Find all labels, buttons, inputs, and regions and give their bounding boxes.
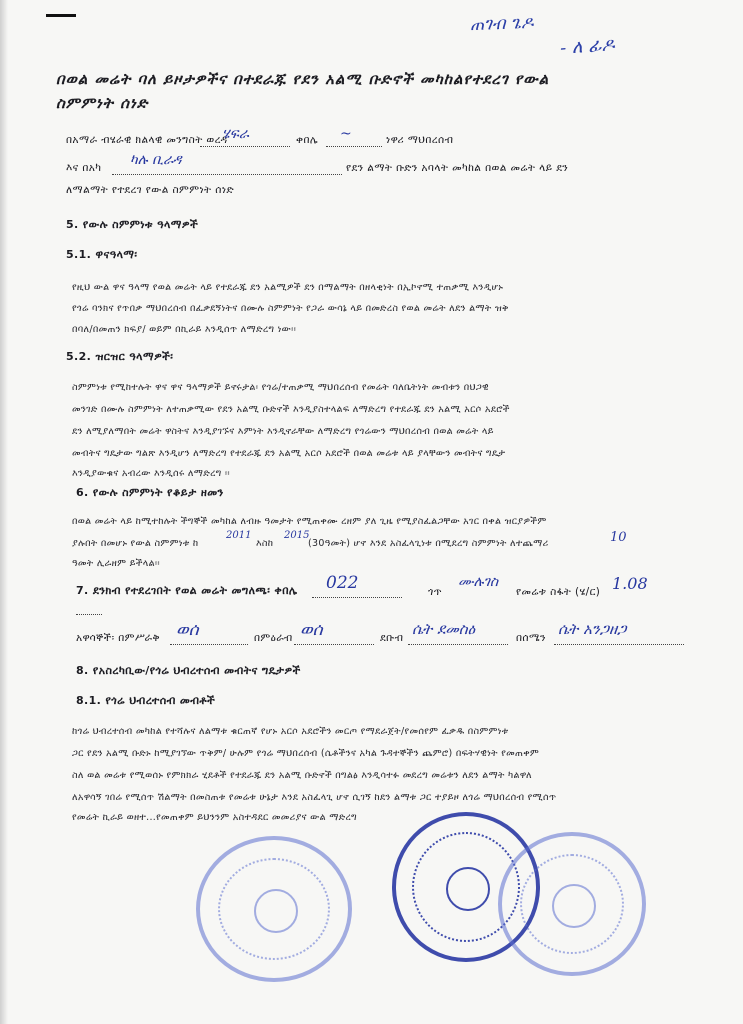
group-value: ካሉ ቢራዳ (130, 152, 182, 168)
section-8-1-text: የመሬት ኪራይ ወዘተ...የመጠቀም ይህንንም አስተዳደር መመሪያና ውል ማድረግ (72, 812, 357, 823)
section-8-1-text: ስለ ወል መሬቱ የሚወሰኑ የምክክራ ሂደቶች የተደራጁ ደን አልሚ ቡድኖች በግልፅ እንዲሳተፉ መደረግ መሬቱን ለደን ልማት ካልዋለ (72, 770, 532, 781)
section-8-heading: 8. የአስረካቢው/የጎሬ ህብረተሰብ መብትና ግዴታዎች (76, 664, 301, 677)
official-stamp-right (498, 832, 646, 976)
parties-line2-prefix: እና በአካ (66, 162, 102, 174)
south-value: ሴት ደመስዕ (412, 620, 476, 638)
section-5-2-text: ስምምነቱ የሚከተሉት ዋና ዋና ዓላማዎች ይኖሩታል፡ የጎሬ/ተጠቃሚ ማህበረሰብ የመሬት ባለቤትነት መብቱን በህጋዊ (72, 382, 489, 393)
woreda-underline (200, 146, 290, 147)
section-8-1-text: ጋር የደን አልሚ ቡድኑ ከሚያገኘው ጥቅም/ ሁሉም የጎሬ ማህበረሰብ (ሴቶችንና አካል ጉዳተኞችን ጨምሮ) በፍትሃዊነት የመጠቀም (72, 748, 540, 759)
south-label: ደቡብ (380, 632, 404, 644)
parties-line1-mid: ቀበሌ (296, 134, 319, 146)
scan-mark (46, 14, 76, 17)
section-5-heading: 5. የውሉ ስምምነቱ ዓላማዎች (66, 218, 199, 231)
north-label: በሰሜን (516, 632, 546, 644)
duration-from-value: 2011 (226, 530, 252, 541)
parties-line1-suffix: ነዋሪ ማህበረሰብ (386, 134, 454, 146)
stamp-emblem-icon (552, 884, 596, 928)
s7-got-value: ሙሉገስ (458, 574, 499, 590)
s7-kebele-value: 022 (326, 573, 359, 593)
east-underline (170, 644, 248, 645)
kebele-underline (326, 146, 382, 147)
s7-area-value: 1.08 (612, 574, 648, 593)
west-label: በምዕራብ (254, 632, 293, 644)
official-stamp-left (196, 836, 352, 982)
section-5-2-text: መንገድ በሙሉ ስምምነት ለተጠቃሚው የደን አልሚ ቡድኖች እንዲያስተላልፍ ለማድረግ የተደራጁ ደን አልሚ አርሶ አደሮች (72, 404, 510, 415)
document-title-line1: በወል መሬት ባለ ይዞታዎችና በተደራጁ የደን አልሚ ቡድኖች መካከልየተደረገ የውል (56, 70, 550, 88)
east-value: ወሰ (176, 620, 199, 640)
section-8-1-text: ለአዋሳኝ ገበሬ የሚሰጥ ሽልማት በመስጠቱ የመሬቱ ሁኔታ እንደ አስፈላጊ ሆኖ ሲገኝ ከደን ልማቱ ጋር ተያይዞ ለጎሬ ማህበረሰብ የሚሰጥ (72, 792, 557, 803)
group-underline (112, 174, 342, 175)
west-value: ወሰ (300, 620, 323, 640)
handwritten-note: ጠገብ ጌዶ (469, 12, 534, 36)
section-5-1-text: የዚህ ውል ዋና ዓላማ የወል መሬት ላይ የተደራጁ ደን አልሚዎች ደን በማልማት በዘላቂነት በኢኮኖሚ ተጠቃሚ እንዲሆኑ (72, 282, 504, 293)
north-underline (554, 644, 684, 645)
section-6-heading: 6. የውሉ ስምምነት የቆይታ ዘመን (76, 486, 224, 499)
section-8-1-text: ከጎሬ ህብረተሰብ መካከል የተሻሉና ለልማቱ ቁርጠኛ የሆኑ አርሶ አደሮችን መርጦ የማደራጀት/የመሰየም ፈቃዱ በስምምነቱ (72, 726, 509, 737)
north-value: ሴት አንጋዘጋ (558, 620, 627, 638)
section-5-1-heading: 5.1. ዋናዓላማ፡ (66, 248, 138, 261)
section-6-text-mid: እስከ (256, 538, 274, 549)
parties-line3: ለማልማት የተደረገ የውል ስምምነት ሰነድ (66, 184, 235, 196)
s7-area-label: የመሬቱ ስፋት (ሄ/ር) (516, 586, 601, 598)
section-5-1-text: በባለ/በመጠን ክፍያ/ ወይም በኪራይ እንዲሰጥ ለማድረግ ነው፡፡ (72, 324, 297, 335)
section-5-1-text: የጎሬ ባንክና የጥበቃ ማህበረሰብ በፈቃደኝነትና በሙሉ ስምምነት የጋራ ውሳኔ ላይ በመድረስ የወል መሬት ለደን ልማት ዝቅ (72, 303, 509, 314)
section-7-heading: 7. ደንክብ የተደረገበት የወል መሬት መግለጫ፡ ቀበሌ (76, 584, 298, 597)
west-underline (294, 644, 374, 645)
section-8-1-heading: 8.1. የጎሬ ህብረተሰብ መብቶች (76, 694, 216, 707)
parties-line2-suffix: የደን ልማት ቡድን አባላት መካከል በወል መሬት ላይ ደን (346, 162, 569, 174)
section-5-2-text: እንዲያውቁና አብረው እንዲሰሩ ለማድረግ ፡፡ (72, 468, 230, 479)
stamp-emblem-icon (254, 889, 298, 933)
section-6-text-suffix: (30ዓመት) ሆኖ እንደ አስፈላጊነቱ በሚደረግ ስምምነት ለተጨማሪ (308, 538, 549, 549)
section-6-text-prefix: ያሉበት በመሆኑ የውል ስምምነቱ ከ (72, 538, 199, 549)
section-6-text: በወል መሬት ላይ ከሚተከሉት ችግኞች መካከል ለብዙ ዓመታት የሚጠቀሙ ረዘም ያለ ጊዜ የሚያስፈልጋቸው አገር በቀል ዝርያዎችም (72, 516, 547, 527)
woreda-value: ሄፍራ (222, 126, 249, 142)
duration-extension-value: 10 (610, 530, 627, 545)
south-underline (408, 644, 508, 645)
scan-edge-shadow (0, 0, 8, 1024)
s7-kebele-underline (312, 597, 402, 598)
section-5-2-text: መብትና ግዴታው ግልጽ እንዲሆን ለማድረግ የተደራጁ ደን አልሚ አርሶ አደሮች በወል መሬቱ ላይ ያላቸውን መብትና ግዴታ (72, 448, 506, 459)
parties-line1-prefix: በአማራ ብሄራዊ ክልላዊ መንግስት ወረዳ (66, 134, 228, 146)
section-5-2-text: ደን ለሚያለማበት መሬት ዋስትና እንዲያገኙና እምነት እንዲኖራቸው ለማድረግ የጎሬውን ማህበረሰብ በወል መሬት ላይ (72, 426, 494, 437)
handwritten-signature: - ለ ፊዶ (559, 34, 616, 59)
section-5-2-heading: 5.2. ዝርዝር ዓላማዎች፡ (66, 350, 174, 363)
kebele-value: ~ (340, 126, 352, 142)
s7-continuation-underline (76, 614, 102, 615)
document-title-line2: ስምምነት ሰነድ (56, 94, 149, 112)
section-6-text: ዓመት ሊራዘም ይችላል፡፡ (72, 558, 160, 569)
s7-got-label: ጎጥ (428, 586, 443, 598)
duration-to-value: 2015 (284, 530, 310, 541)
s7-boundaries-label: አዋሳኞች፡ በምሥራቅ (76, 632, 160, 644)
stamp-emblem-icon (446, 867, 490, 911)
